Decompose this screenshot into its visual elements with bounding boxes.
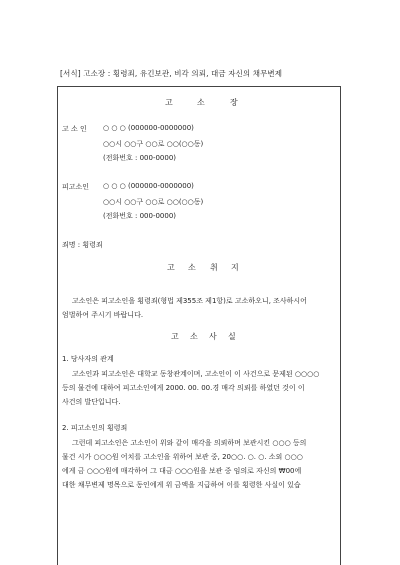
accused-name: ○ ○ ○ (000000-0000000)	[103, 182, 194, 190]
complainant-address: ○○시 ○○구 ○○로 ○○(○○동)	[103, 140, 204, 148]
complaint-form-frame	[57, 86, 341, 565]
heading-char: 지	[231, 263, 239, 272]
purpose-text-line: 엄벌하여 주시기 바랍니다.	[62, 311, 144, 319]
section2-text-line: 그런데 피고소인은 고소인이 위와 같이 매각을 의뢰하며 보관시킨 ○○○ 등의	[72, 439, 307, 447]
title-char: 장	[230, 98, 238, 107]
heading-char: 실	[228, 332, 236, 341]
complainant-phone: (전화번호 : 000-0000)	[103, 154, 177, 162]
heading-char: 취	[210, 263, 218, 272]
section2-title: 2. 피고소인의 횡령죄	[62, 424, 128, 432]
accused-address: ○○시 ○○구 ○○로 ○○(○○동)	[103, 198, 204, 206]
crime-name: 죄명 : 횡령죄	[62, 241, 103, 249]
accused-phone: (전화번호 : 000-0000)	[103, 212, 177, 220]
section2-text-line: 물건 시가 ○○○원 어치를 고소인을 위하여 보관 중, 20○○. ○. ○. 소외 ○○○	[62, 453, 303, 461]
section1-text-line: 사건의 발단입니다.	[62, 398, 121, 406]
section1-text-line: 등의 물건에 대하여 피고소인에게 2000. 00. 00.경 매각 의뢰를 하였던 것이 이	[62, 384, 305, 392]
document-caption: [서식] 고소장 : 횡령죄, 유긴보관, 비각 의뢰, 대금 자신의 채무변제	[60, 69, 283, 78]
section1-text-line: 고소인과 피고소인은 대학교 동창관계이며, 고소인이 이 사건으로 문제된 ○○○○	[72, 370, 320, 378]
accused-label: 피고소인	[62, 183, 90, 191]
heading-char: 소	[188, 263, 196, 272]
heading-char: 고	[171, 332, 179, 341]
title-char: 소	[197, 98, 205, 107]
section1-title: 1. 당사자의 관계	[62, 355, 114, 363]
complainant-label: 고 소 인	[62, 125, 87, 133]
complainant-name: ○ ○ ○ (000000-0000000)	[103, 124, 194, 132]
heading-char: 소	[190, 332, 198, 341]
heading-char: 고	[167, 263, 175, 272]
section2-text-line: 에게 금 ○○○원에 매각하여 그 대금 ○○○원을 보관 중 임의로 자신의 ₩00에	[62, 467, 302, 475]
title-char: 고	[165, 98, 173, 107]
section2-text-line: 대한 채무변제 명목으로 동인에게 위 금액을 지급하여 이를 횡령한 사실이 있습	[62, 481, 301, 489]
heading-char: 사	[209, 332, 217, 341]
purpose-text-line: 고소인은 피고소인을 횡령죄(형법 제355조 제1항)로 고소하오니, 조사하시어	[72, 297, 307, 305]
